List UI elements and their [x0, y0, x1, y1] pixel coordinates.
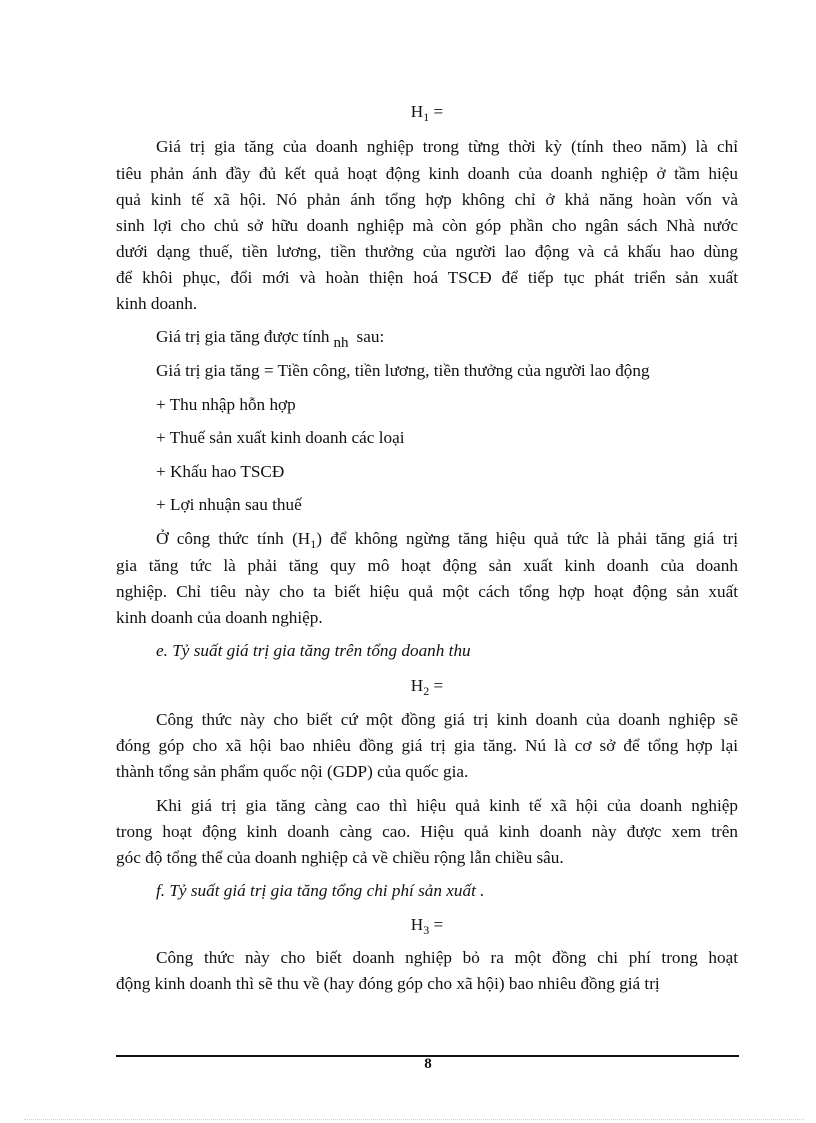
formula-h2: $H_2$ = — [410, 676, 444, 698]
calc-main: Giá trị gia tăng = Tiền công, tiền lương, tiền thưởng của người lao động — [156, 361, 650, 380]
text-line: sinh lợi cho chủ sở hữu doanh nghiệp mà còn góp phần cho ngân sách Nhà nước — [116, 216, 738, 235]
text-line: dưới dạng thuế, tiền lương, tiền thưởng của người lao động và cả khấu hao dùng — [116, 242, 738, 261]
formula-h1: $H_1$ = — [410, 102, 444, 124]
text-line: tiêu phản ánh đầy đủ kết quả hoạt động kinh doanh của doanh nghiệp ở tầm hiệu — [116, 164, 738, 183]
text-line: kinh doanh của doanh nghiệp. — [116, 608, 323, 627]
text-line: để khôi phục, đổi mới và hoàn thiện hoá TSCĐ để tiếp tục phát triển sản xuất — [116, 268, 738, 287]
heading-e: e. Tỷ suất giá trị gia tăng trên tổng doanh thu — [156, 641, 471, 660]
text-line: gia tăng tức là phải tăng quy mô hoạt động sản xuất kinh doanh của doanh — [116, 556, 738, 575]
text-line: Khi giá trị gia tăng càng cao thì hiệu quả kinh tế xã hội của doanh nghiệp — [156, 796, 738, 815]
list-item: + Lợi nhuận sau thuế — [156, 495, 302, 514]
page-number: 8 — [424, 1056, 432, 1072]
text-line: quả kinh tế xã hội. Nó phản ánh tổng hợp không chỉ ở khả năng hoàn vốn và — [116, 190, 738, 209]
text-line: động kinh doanh thì sẽ thu về (hay đóng góp cho xã hội) bao nhiêu đồng giá trị — [116, 974, 660, 993]
heading-f: f. Tỷ suất giá trị gia tăng tổng chi phí sản xuất . — [156, 881, 485, 900]
list-item: + Thu nhập hỗn hợp — [156, 395, 296, 414]
text-line: thành tổng sản phẩm quốc nội (GDP) của quốc gia. — [116, 762, 469, 781]
text-line: trong hoạt động kinh doanh càng cao. Hiệu quả kinh doanh này được xem trên — [116, 822, 738, 841]
formula-h3: $H_3$ = — [410, 915, 444, 937]
text-line: đóng góp cho xã hội bao nhiêu đồng giá trị gia tăng. Nú là cơ sở để tổng hợp lại — [116, 736, 738, 755]
text-line: Công thức này cho biết doanh nghiệp bỏ ra một đồng chi phí trong hoạt — [156, 948, 738, 967]
list-item: + Thuế sản xuất kinh doanh các loại — [156, 428, 405, 447]
text-line: Công thức này cho biết cứ một đồng giá trị kinh doanh của doanh nghiệp sẽ — [156, 710, 738, 729]
text-line: kinh doanh. — [116, 294, 198, 313]
page-bottom-border — [24, 1119, 804, 1120]
text-line: góc độ tổng thể của doanh nghiệp cả về chiều rộng lẫn chiều sâu. — [116, 848, 564, 867]
list-item: + Khấu hao TSCĐ — [156, 462, 285, 481]
text-line: Ở công thức tính $(H_1)$ để không ngừng tăng hiệu quả tức là phải tăng giá trị — [156, 529, 738, 551]
text-line: Giá trị gia tăng của doanh nghiệp trong từng thời kỳ (tính theo năm) là chỉ — [156, 137, 738, 156]
text-line: nghiệp. Chỉ tiêu này cho ta biết hiệu quả một cách tổng hợp hoạt động sản xuất — [116, 582, 738, 601]
calc-intro: Giá trị gia tăng được tính nh sau: — [156, 327, 385, 351]
